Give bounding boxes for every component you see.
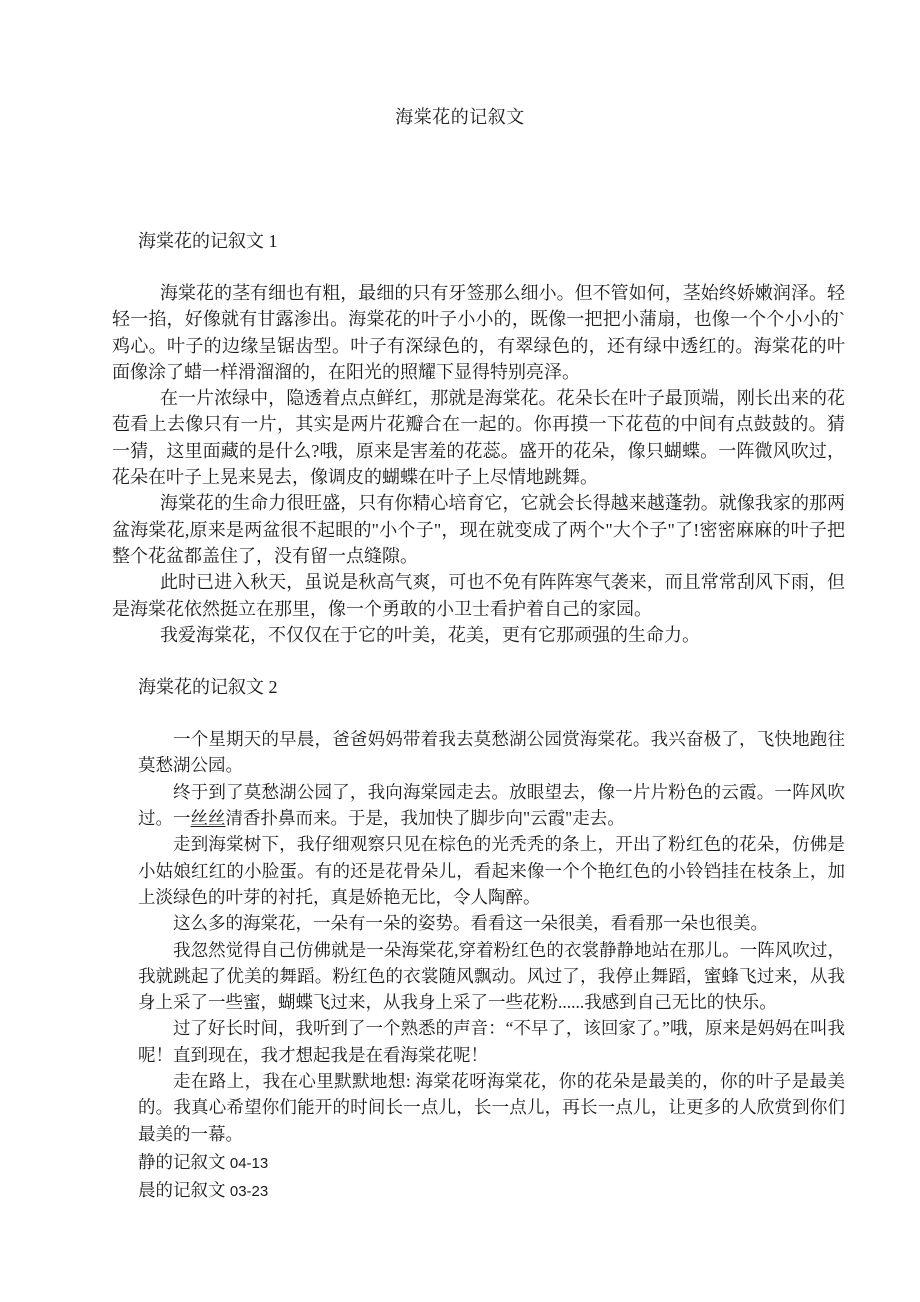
paragraph: 走在路上，我在心里默默地想: 海棠花呀海棠花，你的花朵是最美的，你的叶子是最美的。我真心希望你们能开的时间长一点儿，长一点儿，再长一点儿，让更多的人欣赏到你们最美的一幕。 xyxy=(138,1071,845,1144)
related-link-title: 静的记叙文 xyxy=(138,1151,230,1172)
document-body xyxy=(0,228,920,1147)
paragraph: 我忽然觉得自己仿佛就是一朵海棠花,穿着粉红色的衣裳静静地站在那儿。一阵风吹过，我就跳起了优美的舞蹈。粉红色的衣裳随风飘动。风过了，我停止舞蹈，蜜蜂飞过来，从我身上采了一些蜜，蝴蝶飞过来，从我身上采了一些花粉......我感到自己无比的快乐。 xyxy=(138,939,845,1013)
related-link-date: 04-13 xyxy=(229,1154,269,1172)
related-link[interactable] xyxy=(138,1177,920,1205)
paragraph: 海棠花的生命力很旺盛，只有你精心培育它，它就会长得越来越蓬勃。就像我家的那两盆海棠花,原来是两盆很不起眼的"小个子"，现在就变成了两个"大个子"了!密密麻麻的叶子把整个花盆都盖住了，没有留一点缝隙。 xyxy=(112,493,845,566)
related-link[interactable] xyxy=(138,1149,920,1177)
related-link-date: 03-23 xyxy=(229,1183,269,1201)
paragraph: 过了好长时间，我听到了一个熟悉的声音：“不早了，该回家了。”哦，原来是妈妈在叫我呢！直到现在，我才想起我是在看海棠花呢！ xyxy=(138,1018,845,1065)
section-heading: 海棠花的记叙文 1 xyxy=(138,231,278,251)
paragraph: 一个星期天的早晨，爸爸妈妈带着我去莫愁湖公园赏海棠花。我兴奋极了，飞快地跑往莫愁湖公园。 xyxy=(138,729,845,776)
paragraph: 走到海棠树下，我仔细观察只见在棕色的光秃秃的条上，开出了粉红色的花朵，仿佛是小姑娘红红的小脸蛋。有的还是花骨朵儿，看起来像一个个艳红色的小铃铛挂在枝条上，加上淡绿色的叶芽的衬托，真是娇艳无比，令人陶醉。 xyxy=(138,834,845,907)
essay-section-1 xyxy=(0,228,920,648)
paragraph: 海棠花的茎有细也有粗，最细的只有牙签那么细小。但不管如何，茎始终娇嫩润泽。轻轻一掐，好像就有甘露渗出。海棠花的叶子小小的，既像一把把小蒲扇，也像一个个小小的`鸡心。叶子的边缘呈锯齿型。叶子有深绿色的，有翠绿色的，还有绿中透红的。海棠花的叶面像涂了蜡一样滑溜溜的，在阳光的照耀下显得特别亮泽。 xyxy=(112,283,845,382)
related-link-title: 晨的记叙文 xyxy=(138,1180,230,1201)
underlined-text: 丝丝 xyxy=(190,808,226,829)
paragraph: 此时已进入秋天，虽说是秋高气爽，可也不免有阵阵寒气袭来，而且常常刮风下雨，但是海棠花依然挺立在那里，像一个勇敢的小卫士看护着自己的家园。 xyxy=(112,572,845,619)
essay-section-2 xyxy=(0,674,920,1147)
document-title: 海棠花的记叙文 xyxy=(395,107,525,127)
paragraph: 终于到了莫愁湖公园了，我向海棠园走去。放眼望去，像一片片粉色的云霞。一阵风吹过。一丝丝清香扑鼻而来。于是，我加快了脚步向"云霞"走去。 xyxy=(138,781,845,829)
paragraph: 这么多的海棠花，一朵有一朵的姿势。看看这一朵很美，看看那一朵也很美。 xyxy=(173,913,768,934)
related-links-list xyxy=(138,1149,920,1206)
section-heading: 海棠花的记叙文 2 xyxy=(138,677,278,698)
paragraph: 我爱海棠花，不仅仅在于它的叶美，花美，更有它那顽强的生命力。 xyxy=(160,624,700,645)
paragraph: 在一片浓绿中，隐透着点点鲜红，那就是海棠花。花朵长在叶子最顶端，刚长出来的花苞看上去像只有一片，其实是两片花瓣合在一起的。你再摸一下花苞的中间有点鼓鼓的。猜一猜，这里面藏的是什么?哦，原来是害羞的花蕊。盛开的花朵，像只蝴蝶。一阵微风吹过，花朵在叶子上晃来晃去，像调皮的蝴蝶在叶子上尽情地跳舞。 xyxy=(112,388,845,488)
